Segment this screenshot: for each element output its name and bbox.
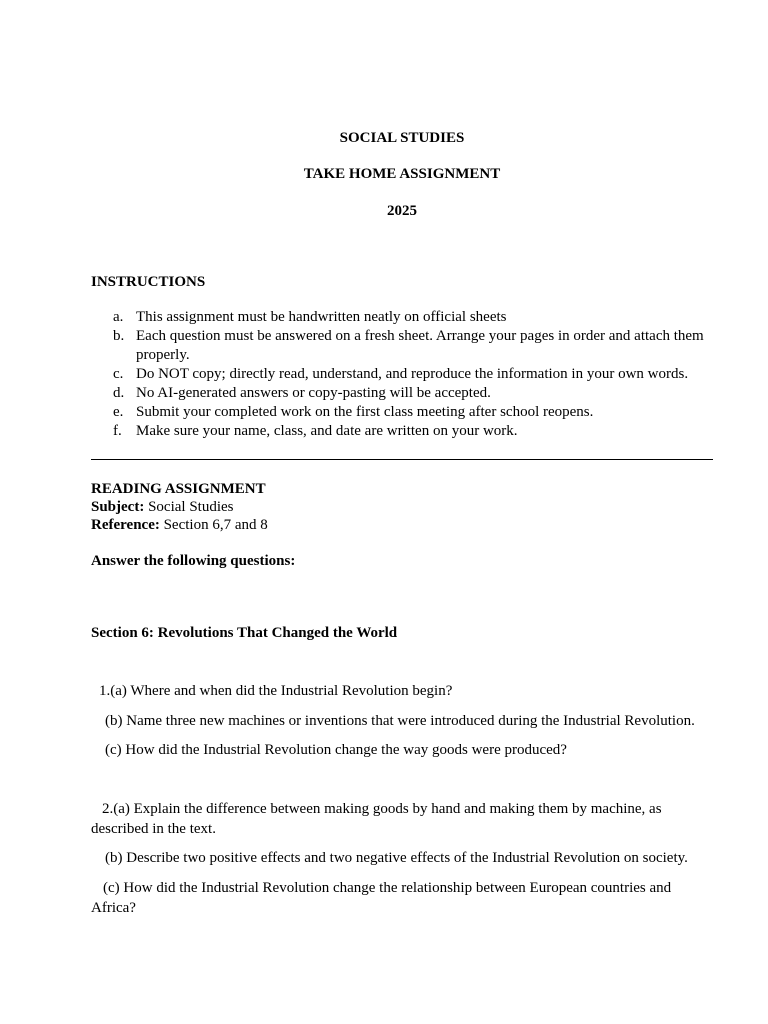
answer-prompt: Answer the following questions: [91, 553, 296, 569]
reference-label: Reference: [91, 517, 160, 533]
reference-line [91, 516, 268, 534]
instruction-item-f [91, 422, 713, 441]
question-1b: (b) Name three new machines or inventions that were introduced during the Industrial Revolution. [105, 713, 695, 729]
instruction-text: Make sure your name, class, and date are written on your work. [136, 423, 518, 439]
instruction-letter: b. [113, 328, 125, 344]
instruction-item-d [91, 384, 713, 403]
question-2a: 2.(a) Explain the difference between making goods by hand and making them by machine, as described in the text. [91, 801, 662, 837]
instruction-text: No AI-generated answers or copy-pasting will be accepted. [136, 385, 491, 401]
question-1c: (c) How did the Industrial Revolution change the way goods were produced? [105, 742, 567, 758]
instruction-text: Do NOT copy; directly read, understand, and reproduce the information in your own words. [136, 366, 689, 382]
instruction-item-c [91, 365, 713, 384]
instruction-item-a [91, 308, 713, 327]
instruction-item-b [91, 327, 713, 365]
instructions-heading: INSTRUCTIONS [91, 274, 206, 290]
instruction-letter: e. [113, 404, 124, 420]
instruction-text: Each question must be answered on a fresh sheet. Arrange your pages in order and attach them properly. [136, 328, 704, 363]
subject-title: SOCIAL STUDIES [339, 130, 465, 146]
reading-heading: READING ASSIGNMENT [91, 481, 266, 497]
document-page [91, 0, 713, 1024]
reference-value: Section 6,7 and 8 [163, 517, 268, 533]
instruction-letter: d. [113, 385, 125, 401]
section-6-title: Section 6: Revolutions That Changed the World [91, 625, 398, 641]
instruction-text: This assignment must be handwritten neatly on official sheets [136, 309, 507, 325]
instruction-text: Submit your completed work on the first class meeting after school reopens. [136, 404, 594, 420]
assignment-year: 2025 [387, 203, 417, 219]
assignment-title: TAKE HOME ASSIGNMENT [303, 166, 501, 182]
question-2c: (c) How did the Industrial Revolution change the relationship between European countries and Africa? [91, 880, 672, 916]
question-2b: (b) Describe two positive effects and two negative effects of the Industrial Revolution on society. [105, 850, 688, 866]
instructions-list [91, 308, 713, 441]
subject-label: Subject: [91, 499, 145, 515]
instruction-letter: f. [113, 423, 122, 439]
instruction-letter: a. [113, 309, 124, 325]
instruction-item-e [91, 403, 713, 422]
subject-line [91, 498, 234, 516]
question-1a: 1.(a) Where and when did the Industrial Revolution begin? [99, 683, 453, 699]
horizontal-divider [91, 459, 713, 460]
instruction-letter: c. [113, 366, 124, 382]
subject-value: Social Studies [148, 499, 234, 515]
